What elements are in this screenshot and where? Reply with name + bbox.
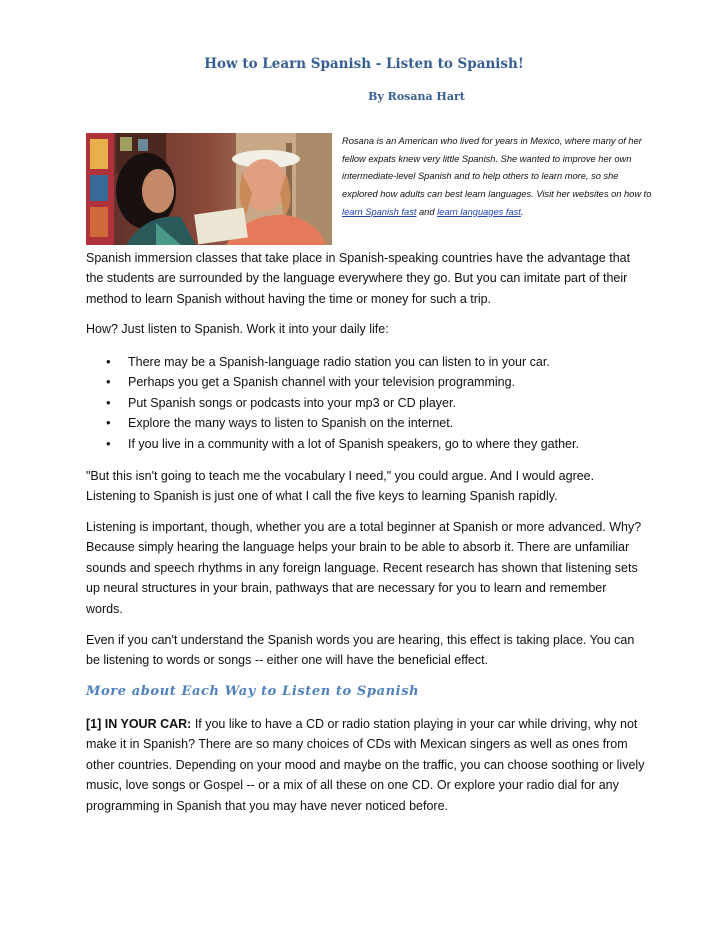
bio-text: Rosana is an American who lived for years in Mexico, where many of her fellow expats knew very little Spanish. She wanted to improve her own intermediate-level Spanish and to help others to learn more, so she explored how adults can best learn languages. Visit her websites on how to xyxy=(342,136,652,200)
section-lead: [1] IN YOUR CAR: xyxy=(86,717,192,731)
paragraph-in-your-car-text: If you like to have a CD or radio station playing in your car while driving, why not make it in Spanish? There are so many choices of CDs with Mexican singers as well as ones from other countries. Depending on your mood and maybe on the traffic, you can choose soothing or lively music, love songs or Gospel -- or a mix of all these on one CD. Or explore your radio dial for any programming in Spanish that you may have never noticed before. xyxy=(86,717,645,813)
photo-illustration xyxy=(86,133,332,245)
list-item: • Explore the many ways to listen to Spanish on the internet. xyxy=(86,413,646,433)
section-heading: More about Each Way to Listen to Spanish xyxy=(86,684,420,699)
learn-languages-fast-link[interactable]: learn languages fast xyxy=(437,206,521,217)
author-bio xyxy=(342,133,652,222)
list-item: • There may be a Spanish-language radio station you can listen to in your car. xyxy=(86,352,646,372)
page-title: How to Learn Spanish - Listen to Spanish! xyxy=(204,56,524,72)
paragraph-importance: Listening is important, though, whether you are a total beginner at Spanish or more advanced. Why? Because simply hearing the language helps your brain to be able to absorb it. There are unfamiliar sounds and speech rhythms in any foreign language. Recent research has shown that listening sets up neural structures in your brain, pathways that are necessary for you to learn and remember words. xyxy=(86,520,642,616)
paragraph-vocabulary: "But this isn't going to teach me the vocabulary I need," you could argue. And I would agree. Listening to Spanish is just one of what I call the five keys to learning Spanish rapidly. xyxy=(86,469,595,504)
paragraph-effect: Even if you can't understand the Spanish words you are hearing, this effect is taking place. You can be listening to words or songs -- either one will have the beneficial effect. xyxy=(86,633,635,668)
paragraph-in-your-car xyxy=(86,714,646,816)
list-item: • Put Spanish songs or podcasts into your mp3 or CD player. xyxy=(86,393,646,413)
bio-connector: and xyxy=(416,206,438,217)
learn-spanish-fast-link[interactable]: learn Spanish fast xyxy=(342,206,417,217)
listening-ideas-list xyxy=(86,352,646,454)
paragraph-immersion: Spanish immersion classes that take place in Spanish-speaking countries have the advantage that the students are surrounded by the language everywhere they go. But you can imitate part of their method to learn Spanish without having the time or money for such a trip. xyxy=(86,251,631,306)
author-byline: By Rosana Hart xyxy=(368,90,465,103)
author-photo xyxy=(86,133,332,245)
list-item: • Perhaps you get a Spanish channel with your television programming. xyxy=(86,372,646,392)
bio-period: . xyxy=(520,206,524,217)
paragraph-how: How? Just listen to Spanish. Work it into your daily life: xyxy=(86,322,389,336)
list-item: • If you live in a community with a lot of Spanish speakers, go to where they gather. xyxy=(86,434,646,454)
